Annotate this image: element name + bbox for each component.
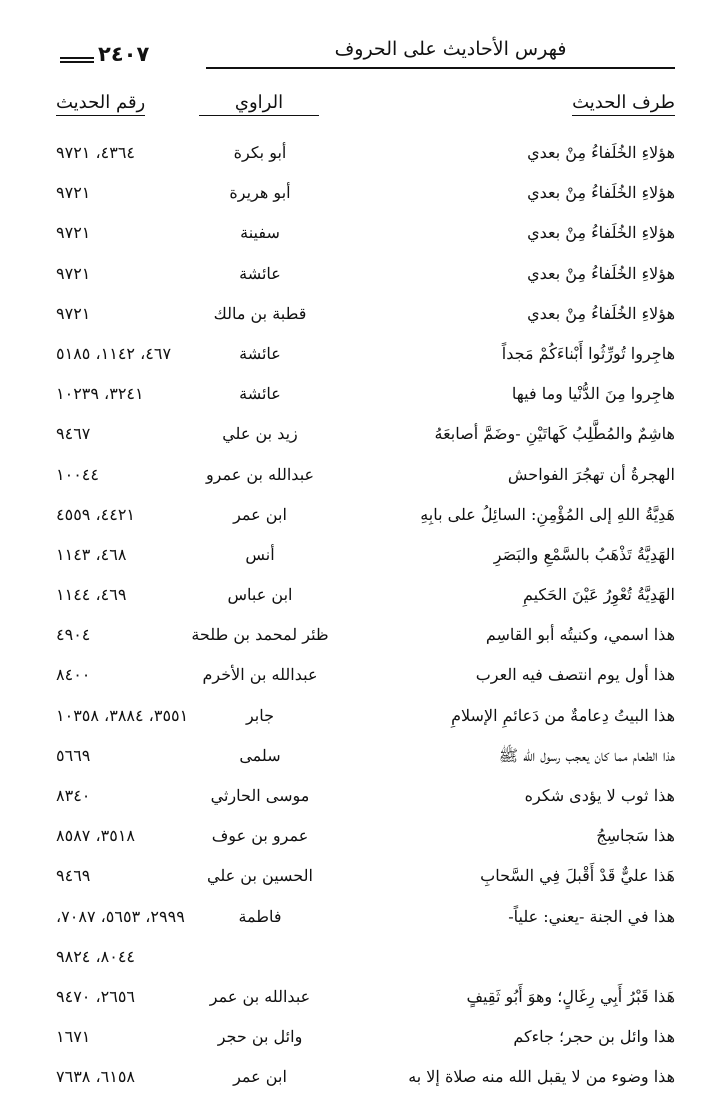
hadith-text: هذا وائل بن حجر؛ جاءكم xyxy=(513,1027,675,1047)
page-number: ٢٤٠٧ xyxy=(98,42,150,66)
running-title: فهرس الأحاديث على الحروف xyxy=(334,38,567,60)
narrator: زيد بن علي xyxy=(222,424,298,444)
column-header-narrator: الراوي xyxy=(199,92,319,116)
hadith-text: الهَدِيَّةُ تَذْهَبُ بالسَّمْعِ والبَصَرِ xyxy=(493,544,675,564)
hadith-text: الهجرةُ أن تهجُرَ الفواحش xyxy=(507,464,675,484)
hadith-number: ٩٧٢١ xyxy=(56,303,91,323)
page-number-rule xyxy=(60,57,94,63)
narrator: ابن عباس xyxy=(227,585,293,605)
table-row xyxy=(56,500,675,540)
hadith-text: الهَدِيَّةُ تُعْوِرُ عَيْنَ الحَكيمِ xyxy=(522,585,675,605)
hadith-text: هذا ثوب لا يؤدى شكره xyxy=(524,786,675,805)
hadith-text: هؤلاءِ الخُلَفاءُ مِنْ بعدي xyxy=(527,223,675,243)
index-table xyxy=(56,138,675,1103)
narrator: موسى الحارثي xyxy=(210,786,310,805)
narrator: سفينة xyxy=(240,223,280,243)
narrator: ابن عمر xyxy=(233,1067,287,1087)
hadith-number: ٢٦٥٦، ٩٤٧٠ xyxy=(56,986,135,1006)
hadith-text: هذا سَجاسِجُ xyxy=(596,826,675,846)
hadith-number: ٩٤٦٧ xyxy=(56,424,91,444)
table-row xyxy=(56,540,675,580)
hadith-text: هذا اسمي، وكنيتُه أبو القاسِم xyxy=(485,625,675,645)
hadith-number: ٢٩٩٩، ٥٦٥٣، ٧٠٨٧، xyxy=(56,906,185,926)
hadith-number: ٩٧٢١ xyxy=(56,263,91,283)
narrator: سلمى xyxy=(239,745,281,765)
hadith-text: هؤلاءِ الخُلَفاءُ مِنْ بعدي xyxy=(527,263,675,283)
table-row xyxy=(56,781,675,821)
hadith-number: ٤٣٦٤، ٩٧٢١ xyxy=(56,143,135,162)
table-row xyxy=(56,741,675,781)
hadith-number: ٩٤٦٩ xyxy=(56,866,91,886)
hadith-number: ٥٦٦٩ xyxy=(56,745,91,765)
table-row xyxy=(56,138,675,178)
table-row xyxy=(56,460,675,500)
narrator: وائل بن حجر xyxy=(217,1027,303,1047)
table-row xyxy=(56,1062,675,1102)
hadith-text: هذا البيتُ دِعامةٌ من دَعائمِ الإسلامِ xyxy=(451,705,675,725)
column-headers xyxy=(56,92,675,122)
hadith-text: هاشِمٌ والمُطَّلِبُ كَهاتَيْنِ -وضَمَّ أصابعَهُ xyxy=(434,424,675,444)
hadith-number: ١٦٧١ xyxy=(56,1027,91,1047)
hadith-number: ٤٦٨، ١١٤٣ xyxy=(56,544,127,564)
hadith-number: ٩٧٢١ xyxy=(56,223,91,243)
table-row xyxy=(56,580,675,620)
narrator: قطبة بن مالك xyxy=(213,303,307,323)
table-row xyxy=(56,821,675,861)
hadith-number: ٣٥٥١، ٣٨٨٤، ١٠٣٥٨ xyxy=(56,705,189,725)
honorific-ligature: ﷺ xyxy=(498,745,519,765)
hadith-number: ٦١٥٨، ٧٦٣٨ xyxy=(56,1067,135,1087)
table-row xyxy=(56,1022,675,1062)
table-row xyxy=(56,379,675,419)
table-row xyxy=(56,259,675,299)
hadith-text: هؤلاءِ الخُلَفاءُ مِنْ بعدي xyxy=(527,143,675,162)
hadith-text: هَدِيَّةُ اللهِ إلى المُؤْمِنِ: السائِلُ على بابِهِ xyxy=(420,504,675,524)
hadith-text: هاجِروا تُورِّثُوا أَبْناءَكُمْ مَجداً xyxy=(501,343,675,363)
hadith-number: ٤٦٧، ١١٤٢، ٥١٨٥ xyxy=(56,343,172,363)
hadith-number: ٤٤٢١، ٤٥٥٩ xyxy=(56,504,135,524)
table-row xyxy=(56,339,675,379)
narrator: عمرو بن عوف xyxy=(211,826,309,846)
narrator: ابن عمر xyxy=(233,504,287,524)
narrator: عائشة xyxy=(239,263,281,283)
narrator: عبدالله بن الأخرم xyxy=(202,665,318,685)
hadith-text: هَذا عليٌّ قَدْ أَقْبلَ فِي السَّحابِ xyxy=(480,866,675,886)
hadith-text-with-honorific xyxy=(499,746,675,769)
hadith-number: ٤٩٠٤ xyxy=(56,625,91,645)
table-row xyxy=(56,982,675,1022)
narrator: أنس xyxy=(245,544,275,564)
table-row xyxy=(56,178,675,218)
page-header xyxy=(56,34,675,74)
hadith-number: ٣٢٤١، ١٠٢٣٩ xyxy=(56,384,144,404)
narrator: فاطمة xyxy=(238,906,282,926)
hadith-text: هذا وضوء من لا يقبل الله منه صلاة إلا به xyxy=(408,1067,675,1087)
header-rule xyxy=(206,67,675,69)
narrator: أبو بكرة xyxy=(233,143,287,162)
hadith-number: ٩٧٢١ xyxy=(56,183,91,203)
hadith-number: ٨٣٤٠ xyxy=(56,786,91,805)
hadith-text: هَذا قَبْرُ أَبِي رِغَالٍ؛ وهوَ أَبُو ثَقِيفٍ xyxy=(466,986,675,1006)
hadith-text: هؤلاءِ الخُلَفاءُ مِنْ بعدي xyxy=(527,303,675,323)
table-row xyxy=(56,701,675,741)
narrator: جابر xyxy=(245,705,275,725)
table-row xyxy=(56,299,675,339)
narrator: الحسين بن علي xyxy=(207,866,313,886)
column-header-hadith: طرف الحديث xyxy=(572,92,675,116)
hadith-number: ٣٥١٨، ٨٥٨٧ xyxy=(56,826,135,846)
hadith-text: هذا أول يوم انتصف فيه العرب xyxy=(475,665,675,685)
table-row xyxy=(56,902,675,942)
table-row xyxy=(56,419,675,459)
hadith-text: هؤلاءِ الخُلَفاءُ مِنْ بعدي xyxy=(527,183,675,203)
hadith-number: ٨٤٠٠ xyxy=(56,665,91,685)
column-header-number: رقم الحديث xyxy=(56,92,145,116)
hadith-text: هذا الطعام مما كان يعجب رسول الله xyxy=(523,745,675,765)
hadith-text: هاجِروا مِنَ الدُّنْيا وما فيها xyxy=(511,384,675,404)
hadith-number: ٤٦٩، ١١٤٤ xyxy=(56,585,127,605)
table-row xyxy=(56,861,675,901)
narrator: عائشة xyxy=(239,384,281,404)
hadith-number: ٨٠٤٤، ٩٨٢٤ xyxy=(56,946,135,966)
narrator: عبدالله بن عمرو xyxy=(205,464,315,484)
narrator: أبو هريرة xyxy=(229,183,291,203)
table-row xyxy=(56,660,675,700)
table-row xyxy=(56,620,675,660)
table-row xyxy=(56,942,675,982)
narrator: عبدالله بن عمر xyxy=(209,986,311,1006)
narrator: عائشة xyxy=(239,343,281,363)
hadith-number: ١٠٠٤٤ xyxy=(56,464,99,484)
narrator: ظئر لمحمد بن طلحة xyxy=(191,625,329,645)
table-row xyxy=(56,218,675,258)
hadith-text: هذا في الجنة -يعني: علياً- xyxy=(508,906,675,926)
